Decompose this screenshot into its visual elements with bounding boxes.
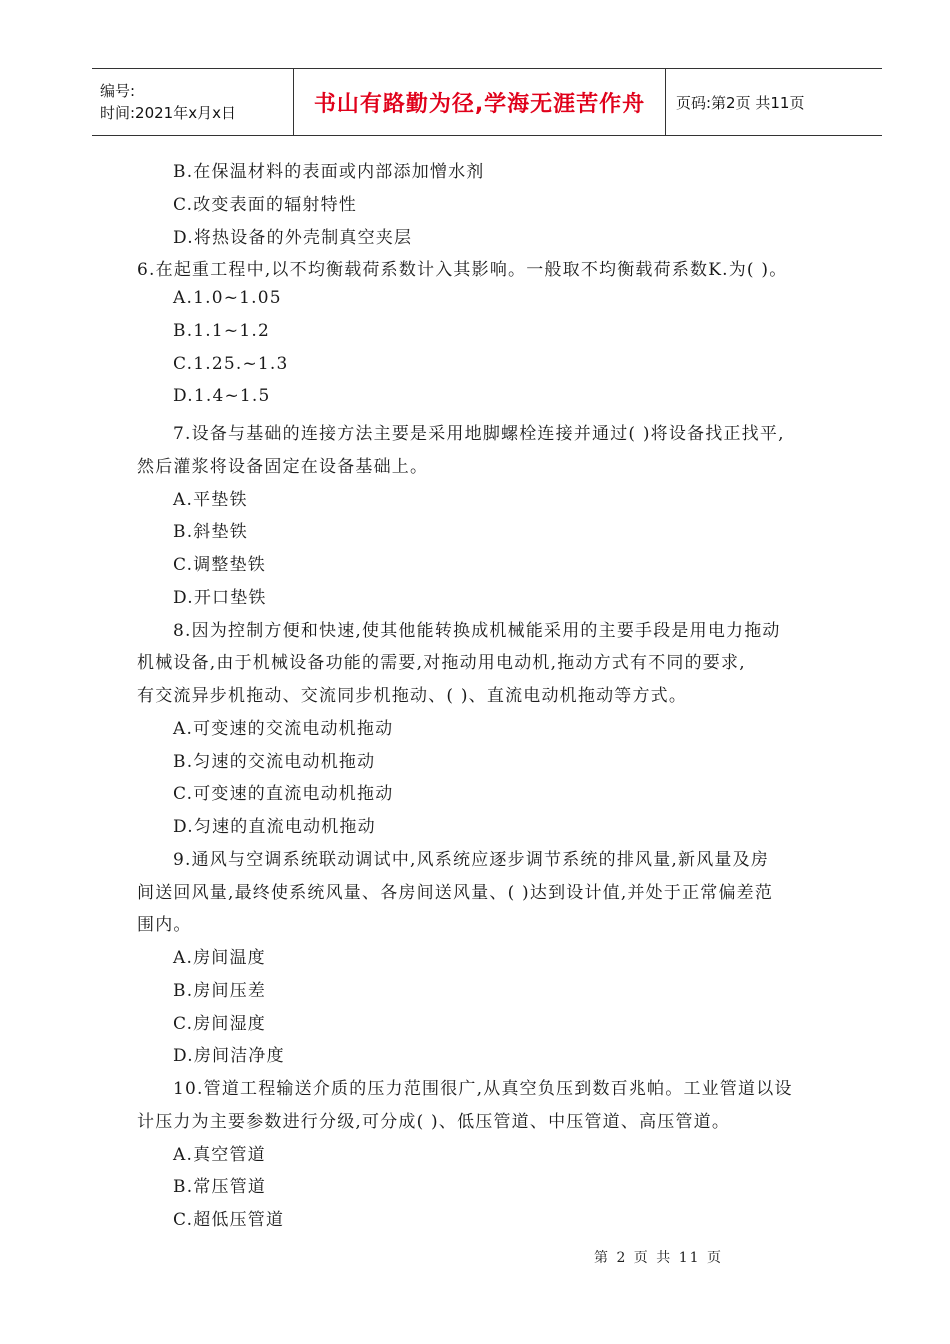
answer-option: C.改变表面的辐射特性 bbox=[173, 194, 358, 215]
question-text: 7.设备与基础的连接方法主要是采用地脚螺栓连接并通过( )将设备找正找平, bbox=[173, 424, 785, 444]
answer-option: B.常压管道 bbox=[173, 1177, 267, 1198]
answer-option: A.房间温度 bbox=[173, 948, 266, 968]
question-text: 9.通风与空调系统联动调试中,风系统应逐步调节系统的排风量,新风量及房 bbox=[173, 849, 770, 870]
answer-option: C.调整垫铁 bbox=[173, 555, 267, 575]
question-text: 有交流异步机拖动、交流同步机拖动、( )、直流电动机拖动等方式。 bbox=[137, 686, 688, 706]
question-text: 6.在起重工程中,以不均衡载荷系数计入其影响。一般取不均衡载荷系数K.为( )。 bbox=[137, 260, 788, 281]
time-label: 时间:2021年x月x日 bbox=[100, 104, 236, 122]
header-left bbox=[92, 69, 293, 135]
answer-option: C.1.25.~1.3 bbox=[173, 353, 289, 374]
question-text: 8.因为控制方便和快速,使其他能转换成机械能采用的主要手段是用电力拖动 bbox=[173, 620, 781, 641]
answer-option: B.匀速的交流电动机拖动 bbox=[173, 751, 376, 772]
question-text: 间送回风量,最终使系统风量、各房间送风量、( )达到设计值,并处于正常偏差范 bbox=[137, 882, 774, 903]
answer-option: A.真空管道 bbox=[173, 1144, 266, 1165]
page-header bbox=[92, 68, 882, 136]
header-page-label: 页码:第2页 共11页 bbox=[676, 93, 805, 112]
question-text: 10.管道工程输送介质的压力范围很广,从真空负压到数百兆帕。工业管道以设 bbox=[173, 1079, 793, 1099]
answer-option: D.匀速的直流电动机拖动 bbox=[173, 817, 376, 837]
page-footer: 第 2 页 共 11 页 bbox=[594, 1250, 723, 1266]
answer-option: B.1.1~1.2 bbox=[173, 320, 271, 341]
answer-option: D.开口垫铁 bbox=[173, 587, 267, 608]
question-text: 计压力为主要参数进行分级,可分成( )、低压管道、中压管道、高压管道。 bbox=[137, 1111, 731, 1132]
question-text: 然后灌浆将设备固定在设备基础上。 bbox=[137, 456, 429, 477]
answer-option: A.1.0~1.05 bbox=[173, 288, 282, 308]
answer-option: A.平垫铁 bbox=[173, 489, 248, 510]
header-motto: 书山有路勤为径,学海无涯苦作舟 bbox=[293, 69, 666, 135]
answer-option: C.超低压管道 bbox=[173, 1210, 285, 1230]
answer-option: C.可变速的直流电动机拖动 bbox=[173, 784, 394, 805]
answer-option: B.房间压差 bbox=[173, 980, 267, 1001]
answer-option: B.在保温材料的表面或内部添加憎水剂 bbox=[173, 162, 485, 182]
answer-option: B.斜垫铁 bbox=[173, 522, 248, 543]
answer-option: A.可变速的交流电动机拖动 bbox=[173, 718, 394, 739]
answer-option: C.房间湿度 bbox=[173, 1013, 267, 1034]
answer-option: D.1.4~1.5 bbox=[173, 386, 271, 407]
number-label: 编号: bbox=[100, 82, 136, 100]
question-text: 围内。 bbox=[137, 915, 192, 936]
answer-option: D.房间洁净度 bbox=[173, 1046, 285, 1067]
answer-option: D.将热设备的外壳制真空夹层 bbox=[173, 227, 413, 248]
question-text: 机械设备,由于机械设备功能的需要,对拖动用电动机,拖动方式有不同的要求, bbox=[137, 653, 746, 674]
